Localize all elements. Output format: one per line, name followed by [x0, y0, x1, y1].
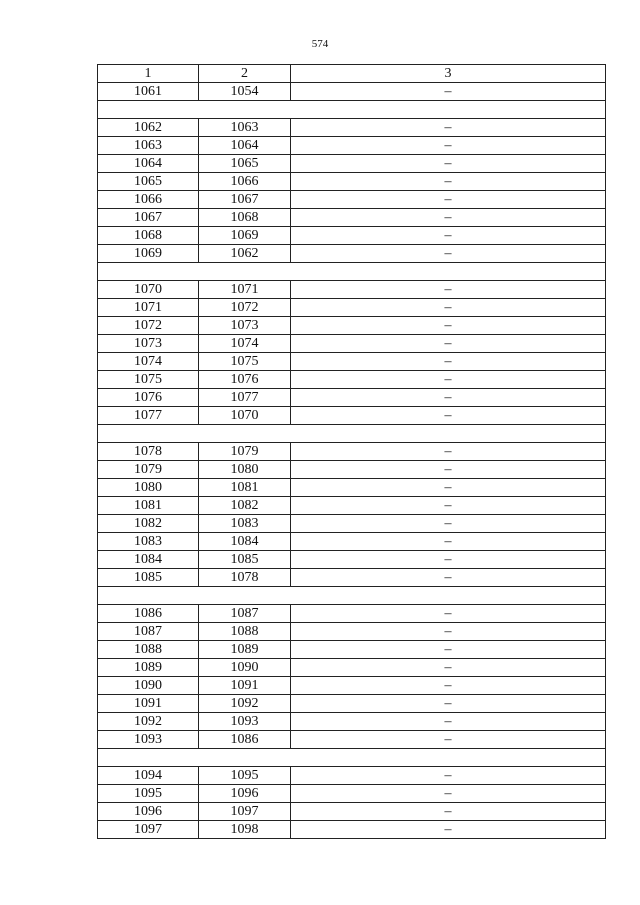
table-row [98, 317, 606, 335]
table-row [98, 497, 606, 515]
table-row [98, 173, 606, 191]
table-cell-col-2: 1091 [199, 677, 291, 695]
table-cell-col-1: 1089 [98, 659, 199, 677]
table-cell-col-3: – [291, 515, 606, 533]
table-cell-col-2: 1054 [199, 83, 291, 101]
table-cell-col-3: – [291, 353, 606, 371]
table-body [98, 83, 606, 839]
table-cell-col-3: – [291, 785, 606, 803]
table-cell-col-1: 1068 [98, 227, 199, 245]
group-separator-row [98, 263, 606, 281]
table-row [98, 479, 606, 497]
column-header-2: 2 [199, 65, 291, 83]
table-cell-col-2: 1078 [199, 569, 291, 587]
table-row [98, 695, 606, 713]
table-cell-col-3: – [291, 659, 606, 677]
table-cell-col-2: 1075 [199, 353, 291, 371]
table-cell-col-3: – [291, 119, 606, 137]
table-cell-col-3: – [291, 83, 606, 101]
table-cell-col-1: 1081 [98, 497, 199, 515]
table-row [98, 605, 606, 623]
table-cell-col-1: 1092 [98, 713, 199, 731]
table-cell-col-2: 1090 [199, 659, 291, 677]
table-cell-col-3: – [291, 461, 606, 479]
table-cell-col-1: 1094 [98, 767, 199, 785]
table-cell-col-1: 1064 [98, 155, 199, 173]
table-cell-col-2: 1084 [199, 533, 291, 551]
table-cell-col-2: 1066 [199, 173, 291, 191]
table-cell-col-3: – [291, 371, 606, 389]
table-cell-col-2: 1082 [199, 497, 291, 515]
table-row [98, 677, 606, 695]
table-row [98, 83, 606, 101]
table-cell-col-3: – [291, 173, 606, 191]
table-cell-col-1: 1093 [98, 731, 199, 749]
table-row [98, 191, 606, 209]
table-row [98, 389, 606, 407]
table-cell-col-3: – [291, 245, 606, 263]
table-row [98, 245, 606, 263]
table-cell-col-3: – [291, 389, 606, 407]
table-cell-col-1: 1062 [98, 119, 199, 137]
table-cell-col-1: 1076 [98, 389, 199, 407]
table-cell-col-3: – [291, 605, 606, 623]
table-cell-col-2: 1073 [199, 317, 291, 335]
table-cell-col-1: 1086 [98, 605, 199, 623]
table-row [98, 731, 606, 749]
table-cell-col-3: – [291, 713, 606, 731]
table-cell-col-3: – [291, 407, 606, 425]
table-cell-col-2: 1065 [199, 155, 291, 173]
table-row [98, 227, 606, 245]
table-cell-col-3: – [291, 209, 606, 227]
table-cell-col-1: 1069 [98, 245, 199, 263]
column-header-3: 3 [291, 65, 606, 83]
table-cell-col-2: 1089 [199, 641, 291, 659]
table-cell-col-1: 1091 [98, 695, 199, 713]
table-cell-col-3: – [291, 155, 606, 173]
table-row [98, 785, 606, 803]
table-cell-col-2: 1096 [199, 785, 291, 803]
table-cell-col-1: 1063 [98, 137, 199, 155]
table-cell-col-1: 1084 [98, 551, 199, 569]
table-row [98, 281, 606, 299]
table-cell-col-1: 1085 [98, 569, 199, 587]
table-cell-col-3: – [291, 299, 606, 317]
group-separator-cell [98, 101, 606, 119]
table-cell-col-3: – [291, 317, 606, 335]
table-row [98, 209, 606, 227]
table-cell-col-3: – [291, 821, 606, 839]
group-separator-row [98, 749, 606, 767]
page-number: 574 [311, 38, 329, 50]
table-row [98, 119, 606, 137]
table-cell-col-2: 1062 [199, 245, 291, 263]
table-cell-col-1: 1087 [98, 623, 199, 641]
table-row [98, 335, 606, 353]
table-row [98, 299, 606, 317]
table-cell-col-1: 1078 [98, 443, 199, 461]
table-cell-col-3: – [291, 731, 606, 749]
table-cell-col-2: 1087 [199, 605, 291, 623]
table-cell-col-3: – [291, 569, 606, 587]
table-cell-col-1: 1080 [98, 479, 199, 497]
table-cell-col-1: 1061 [98, 83, 199, 101]
table-cell-col-3: – [291, 191, 606, 209]
table-cell-col-2: 1085 [199, 551, 291, 569]
table-cell-col-1: 1079 [98, 461, 199, 479]
table-cell-col-2: 1098 [199, 821, 291, 839]
table-cell-col-3: – [291, 335, 606, 353]
table-row [98, 551, 606, 569]
table-cell-col-2: 1093 [199, 713, 291, 731]
table-cell-col-1: 1067 [98, 209, 199, 227]
table-row [98, 353, 606, 371]
table-row [98, 371, 606, 389]
table-cell-col-1: 1073 [98, 335, 199, 353]
group-separator-row [98, 101, 606, 119]
table-cell-col-1: 1088 [98, 641, 199, 659]
table-cell-col-2: 1068 [199, 209, 291, 227]
table-row [98, 659, 606, 677]
group-separator-cell [98, 749, 606, 767]
table-cell-col-2: 1086 [199, 731, 291, 749]
table-cell-col-3: – [291, 497, 606, 515]
group-separator-cell [98, 263, 606, 281]
table-row [98, 443, 606, 461]
table-cell-col-2: 1071 [199, 281, 291, 299]
table-cell-col-3: – [291, 641, 606, 659]
table-cell-col-1: 1066 [98, 191, 199, 209]
table-cell-col-2: 1079 [199, 443, 291, 461]
table-row [98, 767, 606, 785]
table-cell-col-3: – [291, 479, 606, 497]
table-row [98, 623, 606, 641]
table-cell-col-2: 1064 [199, 137, 291, 155]
table-cell-col-1: 1065 [98, 173, 199, 191]
table-cell-col-2: 1063 [199, 119, 291, 137]
group-separator-row [98, 425, 606, 443]
table-cell-col-3: – [291, 533, 606, 551]
table-cell-col-2: 1097 [199, 803, 291, 821]
table-cell-col-2: 1092 [199, 695, 291, 713]
table-row [98, 515, 606, 533]
table-cell-col-2: 1067 [199, 191, 291, 209]
table-row [98, 803, 606, 821]
table-cell-col-3: – [291, 623, 606, 641]
table-row [98, 155, 606, 173]
table-cell-col-1: 1071 [98, 299, 199, 317]
table-cell-col-3: – [291, 803, 606, 821]
table-cell-col-2: 1088 [199, 623, 291, 641]
table-cell-col-1: 1090 [98, 677, 199, 695]
group-separator-cell [98, 587, 606, 605]
table-cell-col-3: – [291, 695, 606, 713]
table-cell-col-3: – [291, 551, 606, 569]
table-cell-col-1: 1070 [98, 281, 199, 299]
table-cell-col-1: 1095 [98, 785, 199, 803]
table-row [98, 821, 606, 839]
table-cell-col-1: 1072 [98, 317, 199, 335]
table-cell-col-2: 1081 [199, 479, 291, 497]
group-separator-cell [98, 425, 606, 443]
group-separator-row [98, 587, 606, 605]
table-row [98, 641, 606, 659]
table-row [98, 407, 606, 425]
table-cell-col-1: 1077 [98, 407, 199, 425]
table-row [98, 713, 606, 731]
table-cell-col-3: – [291, 443, 606, 461]
table-cell-col-3: – [291, 677, 606, 695]
table-cell-col-3: – [291, 281, 606, 299]
table-cell-col-1: 1083 [98, 533, 199, 551]
table-cell-col-3: – [291, 137, 606, 155]
table-row [98, 137, 606, 155]
table-cell-col-2: 1072 [199, 299, 291, 317]
table-cell-col-2: 1074 [199, 335, 291, 353]
table-cell-col-2: 1083 [199, 515, 291, 533]
table-cell-col-1: 1074 [98, 353, 199, 371]
table-cell-col-1: 1097 [98, 821, 199, 839]
table-cell-col-1: 1096 [98, 803, 199, 821]
table-cell-col-2: 1095 [199, 767, 291, 785]
table-cell-col-2: 1080 [199, 461, 291, 479]
table-cell-col-1: 1075 [98, 371, 199, 389]
table-row [98, 533, 606, 551]
column-header-1: 1 [98, 65, 199, 83]
table-cell-col-2: 1070 [199, 407, 291, 425]
table-cell-col-2: 1077 [199, 389, 291, 407]
table-row [98, 461, 606, 479]
data-table [97, 64, 606, 839]
table-header-row [98, 65, 606, 83]
table-cell-col-3: – [291, 227, 606, 245]
table-row [98, 569, 606, 587]
table-cell-col-2: 1069 [199, 227, 291, 245]
table-cell-col-2: 1076 [199, 371, 291, 389]
table-cell-col-1: 1082 [98, 515, 199, 533]
table-cell-col-3: – [291, 767, 606, 785]
